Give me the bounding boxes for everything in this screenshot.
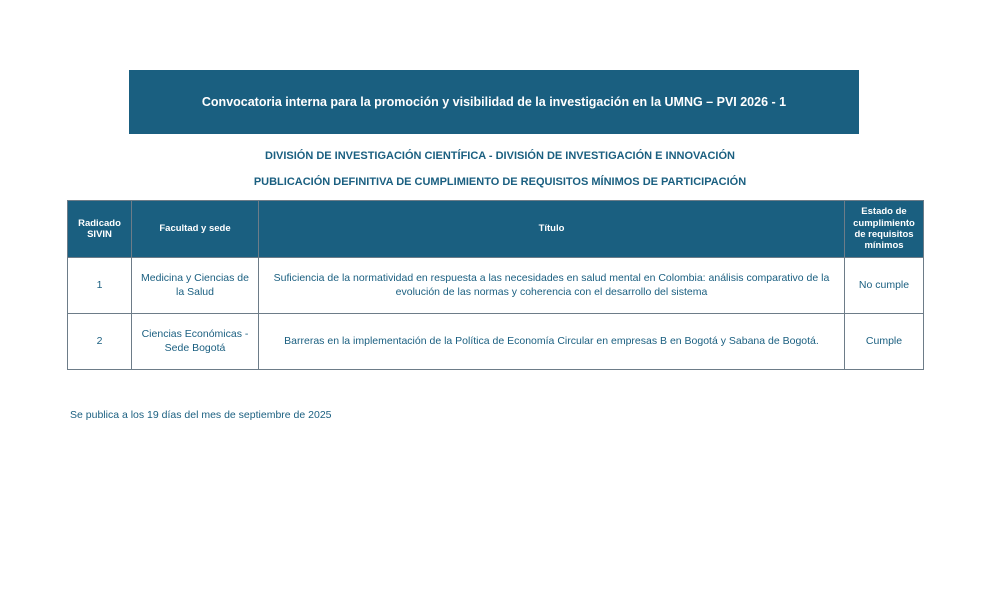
header-estado: Estado de cumplimiento de requisitos mínimos bbox=[845, 201, 924, 258]
cell-radicado: 1 bbox=[68, 258, 132, 314]
division-heading: DIVISIÓN DE INVESTIGACIÓN CIENTÍFICA - DIVISIÓN DE INVESTIGACIÓN E INNOVACIÓN bbox=[265, 150, 735, 162]
cell-radicado: 2 bbox=[68, 314, 132, 370]
header-banner bbox=[129, 70, 859, 134]
header-titulo: Título bbox=[259, 201, 845, 258]
publication-date-note: Se publica a los 19 días del mes de septiembre de 2025 bbox=[70, 409, 332, 421]
cell-titulo: Barreras en la implementación de la Política de Economía Circular en empresas B en Bogotá y Sabana de Bogotá. bbox=[259, 314, 845, 370]
table-row bbox=[68, 314, 924, 370]
banner-title: Convocatoria interna para la promoción y visibilidad de la investigación en la UMNG – PVI 2026 - 1 bbox=[201, 95, 787, 109]
table-row bbox=[68, 258, 924, 314]
cell-estado: Cumple bbox=[845, 314, 924, 370]
cell-facultad: Medicina y Ciencias de la Salud bbox=[132, 258, 259, 314]
results-table bbox=[67, 200, 924, 370]
header-radicado: Radicado SIVIN bbox=[68, 201, 132, 258]
header-facultad: Facultad y sede bbox=[132, 201, 259, 258]
cell-titulo: Suficiencia de la normatividad en respuesta a las necesidades en salud mental en Colombia: análisis comparativo de la evolución de las normas y coherencia con el desarrollo del sistema bbox=[259, 258, 845, 314]
publication-heading: PUBLICACIÓN DEFINITIVA DE CUMPLIMIENTO DE REQUISITOS MÍNIMOS DE PARTICIPACIÓN bbox=[253, 176, 747, 188]
cell-estado: No cumple bbox=[845, 258, 924, 314]
table-header-row bbox=[68, 201, 924, 258]
cell-facultad: Ciencias Económicas - Sede Bogotá bbox=[132, 314, 259, 370]
